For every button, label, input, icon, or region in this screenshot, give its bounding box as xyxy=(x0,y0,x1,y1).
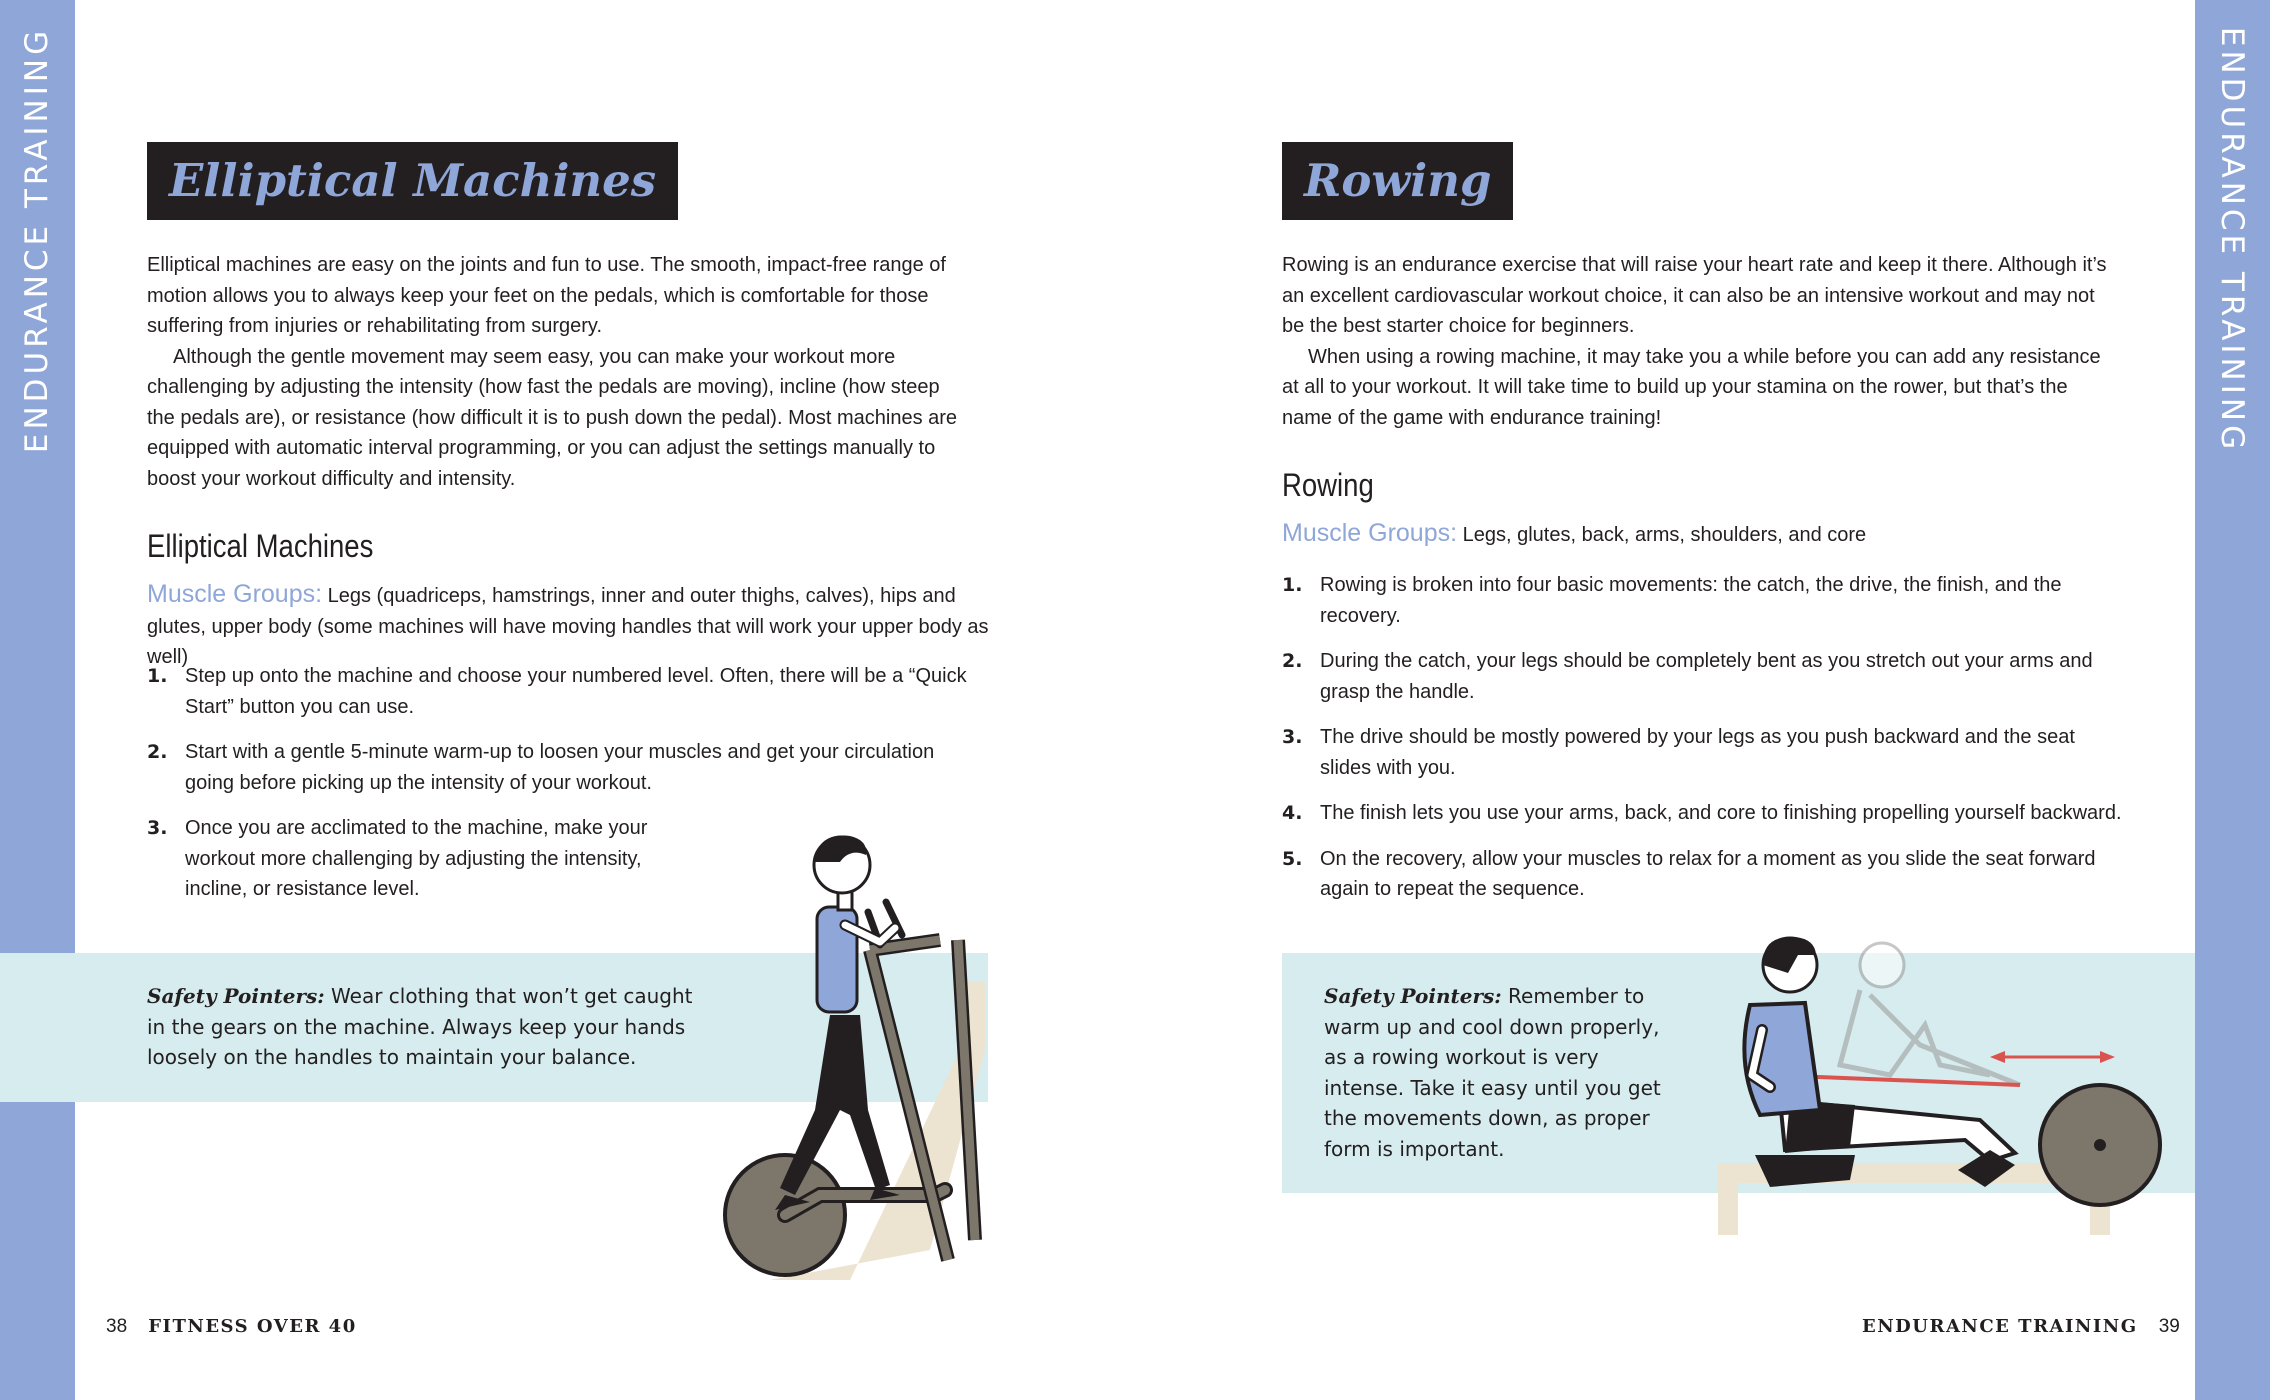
muscle-groups-text: Legs (quadriceps, hamstrings, inner and outer thighs, calves), hips and glutes, upper body (some machines will have moving handles that will work your upper body as well) xyxy=(147,585,989,668)
left-footer xyxy=(106,1316,357,1338)
elliptical-subheading: Elliptical Machines xyxy=(147,528,374,564)
rowing-illustration xyxy=(1690,925,2170,1245)
right-running-head: ENDURANCE TRAINING xyxy=(1862,1316,2138,1337)
list-item: 2. During the catch, your legs should be completely bent as you stretch out your arms and grasp the handle. xyxy=(1282,650,2093,703)
figure-legs xyxy=(780,1015,890,1195)
left-page-number: 38 xyxy=(106,1316,128,1337)
elliptical-illustration xyxy=(690,810,990,1290)
list-item: 1. Step up onto the machine and choose your numbered level. Often, there will be a “Quick Start” button you can use. xyxy=(147,665,967,718)
elliptical-intro xyxy=(147,250,967,494)
safety-label: Safety Pointers: xyxy=(1324,984,1502,1008)
left-running-head: FITNESS OVER 40 xyxy=(148,1316,357,1337)
elliptical-muscle-groups xyxy=(147,579,997,673)
muscle-groups-label: Muscle Groups: xyxy=(147,580,323,608)
muscle-groups-label: Muscle Groups: xyxy=(1282,519,1458,547)
list-item: 4. The finish lets you use your arms, back, and core to finishing propelling yourself backward. xyxy=(1282,802,2122,824)
rowing-muscle-groups xyxy=(1282,518,2132,551)
safety-body: Remember to warm up and cool down properly, as a rowing workout is very intense. Take it easy until you get the movements down, as proper form is important. xyxy=(1324,984,1661,1161)
right-page-number: 39 xyxy=(2158,1316,2180,1337)
elliptical-intro-p2: Although the gentle movement may seem easy, you can make your workout more challenging by adjusting the intensity (how fast the pedals are moving), incline (how steep the pedals are), or resistance (how difficult it is to push down the pedal). Most machines are equipped with automatic interval programming, or you can adjust the settings manually to boost your workout difficulty and intensity. xyxy=(147,345,958,490)
right-side-label: ENDURANCE TRAINING xyxy=(2214,26,2250,454)
rowing-intro-p1: Rowing is an endurance exercise that will raise your heart rate and keep it there. Although it’s an excellent cardiovascular workout choice, it can also be an intensive workout and may not be the best starter choice for beginners. xyxy=(1282,254,2107,337)
elliptical-title: Elliptical Machines xyxy=(147,142,678,220)
safety-body: Wear clothing that won’t get caught in the gears on the machine. Always keep your hands loosely on the handles to maintain your balance. xyxy=(147,984,693,1069)
muscle-groups-text: Legs, glutes, back, arms, shoulders, and core xyxy=(1462,524,1867,546)
list-item: 5. On the recovery, allow your muscles to relax for a moment as you slide the seat forward again to repeat the sequence. xyxy=(1282,847,2096,900)
rowing-intro-p2: When using a rowing machine, it may take you a while before you can add any resistance at all to your workout. It will take time to build up your stamina on the rower, but that’s the name of the game with endurance training! xyxy=(1282,345,2101,429)
elliptical-safety-text xyxy=(147,981,712,1073)
list-item: 2. Start with a gentle 5-minute warm-up to loosen your muscles and get your circulation going before picking up the intensity of your workout. xyxy=(147,741,935,794)
ghost-figure xyxy=(1840,943,2020,1085)
rowing-intro xyxy=(1282,250,2122,433)
safety-label: Safety Pointers: xyxy=(147,984,325,1008)
rowing-steps xyxy=(1282,570,2122,920)
flywheel-hub xyxy=(2094,1139,2106,1151)
left-side-label: ENDURANCE TRAINING xyxy=(19,26,55,454)
list-item: 3. The drive should be mostly powered by your legs as you push backward and the seat slides with you. xyxy=(1282,726,2075,779)
rowing-subheading: Rowing xyxy=(1282,467,1374,503)
list-item: 1. Rowing is broken into four basic movements: the catch, the drive, the finish, and the recovery. xyxy=(1282,574,2062,627)
elliptical-intro-p1: Elliptical machines are easy on the joints and fun to use. The smooth, impact-free range of motion allows you to always keep your feet on the pedals, which is comfortable for those suffering from injuries or rehabilitating from surgery. xyxy=(147,254,946,337)
ghost-head xyxy=(1860,943,1904,987)
list-item: 3. Once you are acclimated to the machine, make your workout more challenging by adjusting the intensity, incline, or resistance level. xyxy=(147,817,648,900)
right-footer xyxy=(1862,1316,2180,1338)
rowing-safety-text xyxy=(1324,981,1679,1164)
rowing-title: Rowing xyxy=(1282,142,1513,220)
